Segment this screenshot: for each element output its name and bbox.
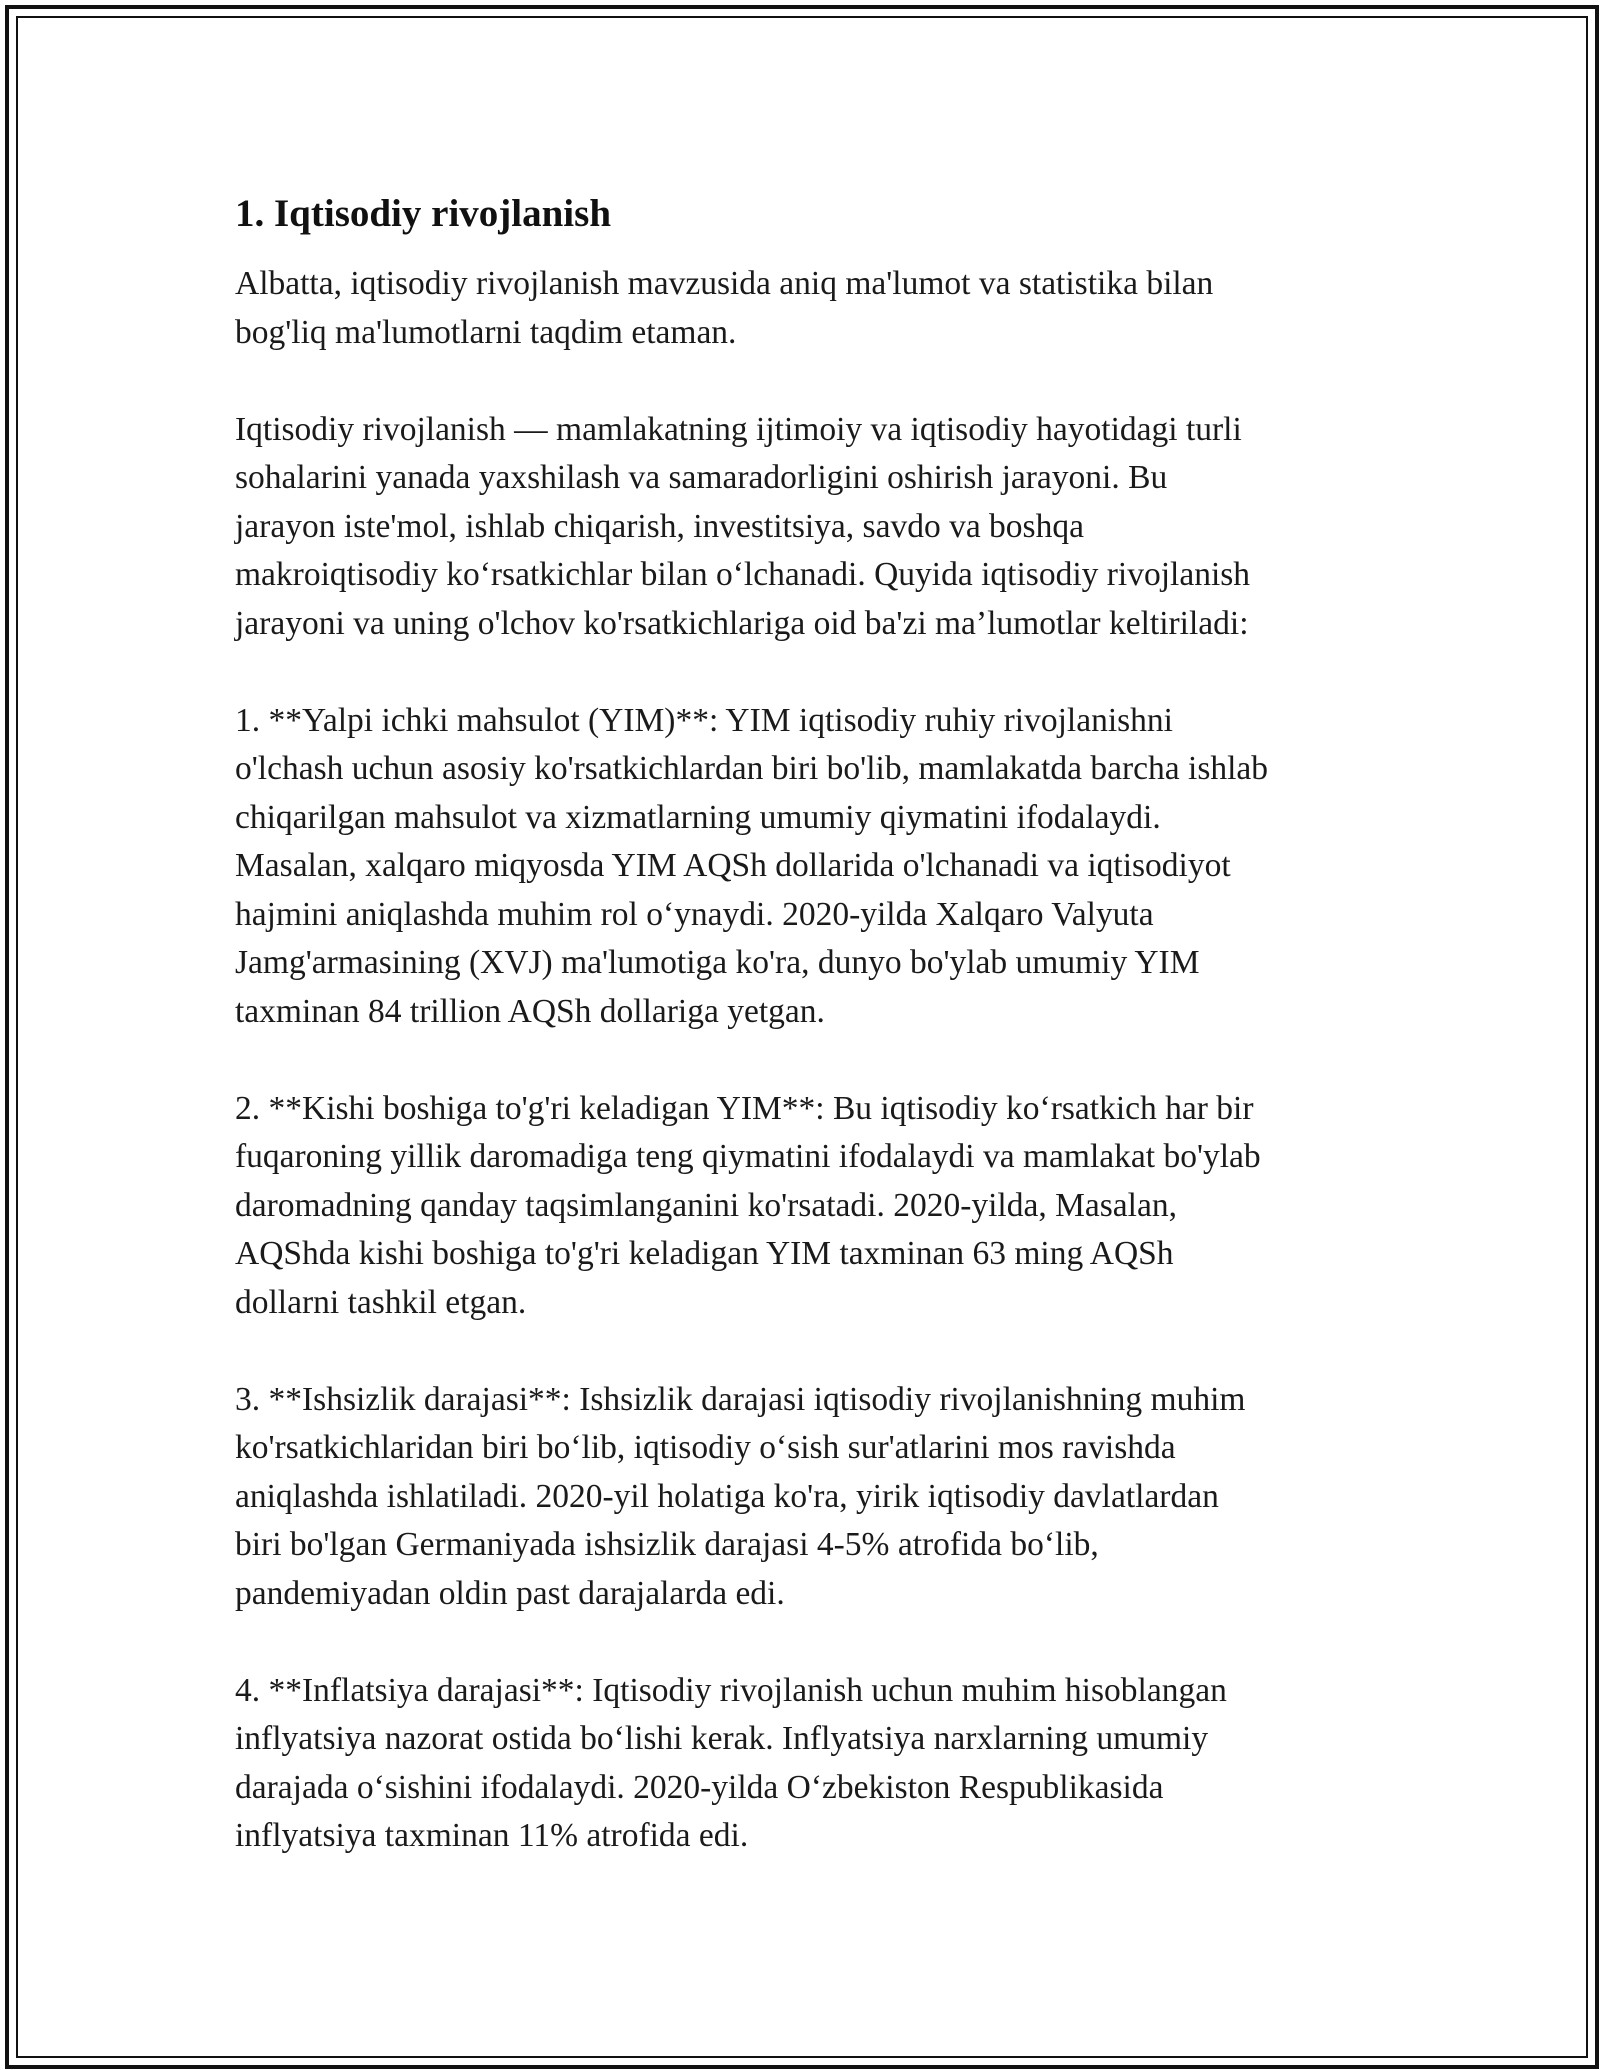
document-body bbox=[235, 188, 1385, 1861]
definition-paragraph: Iqtisodiy rivojlanish — mamlakatning ijtimoiy va iqtisodiy hayotidagi turli sohalarini yanada yaxshilash va samaradorligini oshirish jarayoni. Bu jarayon iste'mol, ishlab chiqarish, investitsiya, savdo va boshqa makroiqtisodiy koʻrsatkichlar bilan oʻlchanadi. Quyida iqtisodiy rivojlanish jarayoni va uning o'lchov ko'rsatkichlariga oid ba'zi ma’lumotlar keltiriladi: bbox=[235, 410, 1251, 642]
list-item-unemployment: 3. **Ishsizlik darajasi**: Ishsizlik darajasi iqtisodiy rivojlanishning muhim ko'rsatkichlaridan biri boʻlib, iqtisodiy oʻsish sur'atlarini mos ravishda aniqlashda ishlatiladi. 2020-yil holatiga ko'ra, yirik iqtisodiy davlatlardan biri bo'lgan Germaniyada ishsizlik darajasi 4-5% atrofida boʻlib, pandemiyadan oldin past darajalarda edi. bbox=[235, 1380, 1246, 1612]
list-item-gdp: 1. **Yalpi ichki mahsulot (YIM)**: YIM iqtisodiy ruhiy rivojlanishni o'lchash uchun asosiy ko'rsatkichlardan biri bo'lib, mamlakatda barcha ishlab chiqarilgan mahsulot va xizmatlarning umumiy qiymatini ifodalaydi. Masalan, xalqaro miqyosda YIM AQSh dollarida o'lchanadi va iqtisodiyot hajmini aniqlashda muhim rol oʻynaydi. 2020-yilda Xalqaro Valyuta Jamg'armasining (XVJ) ma'lumotiga ko'ra, dunyo bo'ylab umumiy YIM taxminan 84 trillion AQSh dollariga yetgan. bbox=[235, 701, 1269, 1030]
intro-paragraph: Albatta, iqtisodiy rivojlanish mavzusida aniq ma'lumot va statistika bilan bog'liq ma'lumotlarni taqdim etaman. bbox=[235, 265, 1214, 351]
list-item-gdp-per-capita: 2. **Kishi boshiga to'g'ri keladigan YIM**: Bu iqtisodiy koʻrsatkich har bir fuqaroning yillik daromadiga teng qiymatini ifodalaydi va mamlakat bo'ylab daromadning qanday taqsimlanganini ko'rsatadi. 2020-yilda, Masalan, AQShda kishi boshiga to'g'ri keladigan YIM taxminan 63 ming AQSh dollarni tashkil etgan. bbox=[235, 1089, 1261, 1321]
list-item-inflation: 4. **Inflatsiya darajasi**: Iqtisodiy rivojlanish uchun muhim hisoblangan inflyatsiya nazorat ostida boʻlishi kerak. Inflyatsiya narxlarning umumiy darajada oʻsishini ifodalaydi. 2020-yilda Oʻzbekiston Respublikasida inflyatsiya taxminan 11% atrofida edi. bbox=[235, 1671, 1227, 1854]
section-heading: 1. Iqtisodiy rivojlanish bbox=[235, 192, 612, 235]
